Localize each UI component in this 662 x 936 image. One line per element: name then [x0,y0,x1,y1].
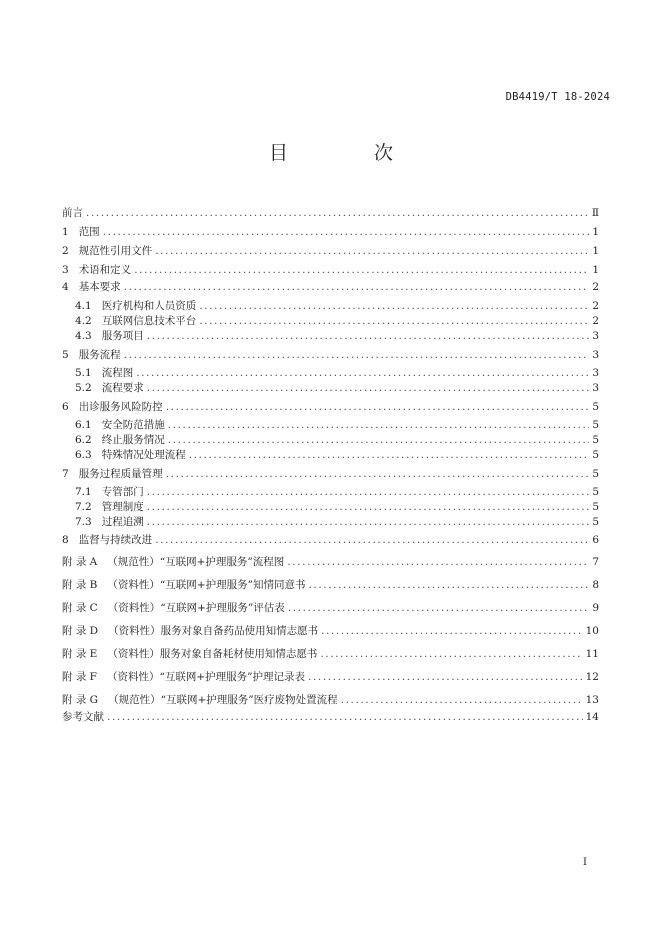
toc-entry-page: 6 [592,534,599,546]
toc-entry[interactable] [75,500,599,514]
toc-entry-page: 12 [585,671,599,683]
toc-entry[interactable] [75,485,599,499]
toc-entry-label: （规范性）“互联网+护理服务”流程图 [107,556,285,568]
toc-entry-page: 1 [592,264,599,276]
toc-leader-dots [124,348,590,362]
toc-entry-page: 9 [592,602,599,614]
toc-entry-label: 服务流程 [78,349,121,361]
toc-leader-dots [199,299,589,313]
toc-leader-dots [155,533,589,547]
toc-entry-number: 7.2 [75,501,92,513]
toc-entry-number: 附 录 C [62,602,98,614]
toc-entry-label: 服务过程质量管理 [78,468,163,480]
toc-entry-number: 3 [62,264,69,276]
toc-leader-dots [288,601,590,615]
toc-entry[interactable] [75,366,599,380]
toc-leader-dots [155,244,589,258]
toc-entry[interactable] [62,400,599,414]
toc-entry-number: 4.1 [75,300,92,312]
toc-entry-number: 8 [62,534,69,546]
toc-leader-dots [147,485,590,499]
toc-entry-label: 术语和定义 [78,264,132,276]
toc-entry-label: 医疗机构和人员资质 [101,300,197,312]
toc-entry[interactable] [62,467,599,481]
toc-entry[interactable] [75,381,599,395]
toc-leader-dots [287,555,589,569]
toc-leader-dots [308,578,589,592]
toc-entry-number: 7.1 [75,486,92,498]
toc-entry-page: 5 [592,468,599,480]
toc-entry-page: 5 [592,486,599,498]
toc-entry[interactable] [75,314,599,328]
toc-entry-label: （资料性）“互联网+护理服务”知情同意书 [107,579,306,591]
toc-entry-number: 5.1 [75,367,92,379]
toc-leader-dots [136,366,589,380]
toc-entry[interactable] [62,601,599,615]
toc-entry-label: 服务项目 [101,330,144,342]
toc-entry-label: 安全防范措施 [101,419,165,431]
toc-entry-number: 4.3 [75,330,92,342]
toc-entry-label: 流程图 [101,367,134,379]
toc-leader-dots [134,263,589,277]
toc-entry[interactable] [75,299,599,313]
toc-leader-dots [168,418,590,432]
toc-entry-number: 附 录 G [62,694,99,706]
toc-entry-page: 8 [592,579,599,591]
toc-entry-label: 终止服务情况 [101,434,165,446]
toc-entry[interactable] [62,348,599,362]
toc-leader-dots [86,206,589,220]
toc-entry-label: 范围 [78,226,100,238]
toc-entry-number: 4 [62,281,69,293]
toc-entry-number: 1 [62,226,69,238]
toc-entry-label: （规范性）“互联网+护理服务”医疗废物处置流程 [108,694,338,706]
toc-entry-page: 10 [585,625,599,637]
toc-entry-page: 5 [592,449,599,461]
toc-entry-number: 附 录 A [62,556,98,568]
toc-leader-dots [147,329,590,343]
toc-entry[interactable] [62,647,599,661]
toc-entry[interactable] [62,670,599,684]
toc-entry-number: 6.2 [75,434,92,446]
toc-leader-dots [320,647,582,661]
toc-leader-dots [147,515,590,529]
toc-entry[interactable] [62,533,599,547]
toc-entry-page: 11 [585,648,599,660]
toc-entry-number: 2 [62,245,69,257]
toc-entry[interactable] [75,418,599,432]
toc-entry-label: 监督与持续改进 [78,534,153,546]
toc-entry-page: 5 [592,434,599,446]
toc-entry-number: 5.2 [75,382,92,394]
toc-leader-dots [103,225,590,239]
toc-entry-label: 规范性引用文件 [78,245,153,257]
toc-entry[interactable] [62,555,599,569]
toc-entry-label: 前言 [62,207,83,219]
toc-entry-label: （资料性）服务对象自备耗材使用知情志愿书 [107,648,318,660]
toc-entry[interactable] [62,693,599,707]
toc-entry-label: 互联网信息技术平台 [101,315,197,327]
toc-entry-page: Ⅱ [591,207,599,219]
toc-entry-number: 附 录 D [62,625,99,637]
toc-entry-number: 附 录 E [62,648,98,660]
toc-entry-number: 4.2 [75,315,92,327]
toc-entry-number: 附 录 F [62,671,97,683]
toc-entry-page: 5 [592,401,599,413]
toc-entry-page: 1 [592,245,599,257]
toc-leader-dots [199,314,589,328]
toc-entry-page: 14 [585,711,599,723]
toc-entry-page: 1 [592,226,599,238]
toc-entry-page: 3 [592,382,599,394]
toc-entry-label: 基本要求 [78,281,121,293]
page-title: 目 次 [268,142,434,164]
toc-entry-number: 7 [62,468,69,480]
toc-entry-label: （资料性）“互联网+护理服务”评估表 [107,602,285,614]
toc-entry-label: 过程追溯 [101,516,144,528]
toc-entry[interactable] [62,710,599,724]
toc-entry-number: 6.1 [75,419,92,431]
toc-entry-page: 5 [592,419,599,431]
toc-entry-page: 7 [592,556,599,568]
toc-entry-label: 专管部门 [101,486,144,498]
toc-entry-page: 3 [592,330,599,342]
toc-entry[interactable] [75,515,599,529]
toc-entry[interactable] [75,433,599,447]
toc-entry-label: 出诊服务风险防控 [78,401,163,413]
toc-entry-label: 管理制度 [101,501,144,513]
toc-entry-page: 2 [592,281,599,293]
toc-leader-dots [166,400,590,414]
toc-leader-dots [341,693,583,707]
toc-entry-page: 2 [592,315,599,327]
toc-entry-number: 6 [62,401,69,413]
toc-entry[interactable] [62,263,599,277]
toc-entry-page: 5 [592,516,599,528]
toc-leader-dots [107,710,583,724]
toc-entry-number: 附 录 B [62,579,98,591]
toc-entry-label: 参考文献 [62,711,104,723]
toc-entry-page: 3 [592,349,599,361]
toc-entry-page: 5 [592,501,599,513]
toc-entry-label: 流程要求 [101,382,144,394]
toc-leader-dots [166,467,590,481]
toc-entry-label: （资料性）服务对象自备药品使用知情志愿书 [108,625,319,637]
toc-entry[interactable] [62,244,599,258]
toc-leader-dots [308,670,583,684]
toc-entry-page: 13 [585,694,599,706]
toc-entry-page: 3 [592,367,599,379]
document-code: DB4419/T 18-2024 [505,91,610,103]
toc-entry[interactable] [62,280,599,294]
toc-leader-dots [321,624,583,638]
toc-entry-page: 2 [592,300,599,312]
toc-entry[interactable] [75,448,599,462]
toc-entry[interactable] [62,206,599,220]
toc-leader-dots [168,433,590,447]
toc-entry[interactable] [62,624,599,638]
toc-entry-number: 5 [62,349,69,361]
toc-entry[interactable] [62,578,599,592]
toc-leader-dots [147,500,590,514]
page-number: I [583,857,587,868]
toc-entry-label: 特殊情况处理流程 [101,449,186,461]
toc-entry-number: 7.3 [75,516,92,528]
toc-leader-dots [124,280,590,294]
toc-leader-dots [147,381,590,395]
toc-entry-number: 6.3 [75,449,92,461]
toc-entry-label: （资料性）“互联网+护理服务”护理记录表 [106,671,306,683]
toc-leader-dots [189,448,590,462]
toc-entry[interactable] [75,329,599,343]
toc-entry[interactable] [62,225,599,239]
